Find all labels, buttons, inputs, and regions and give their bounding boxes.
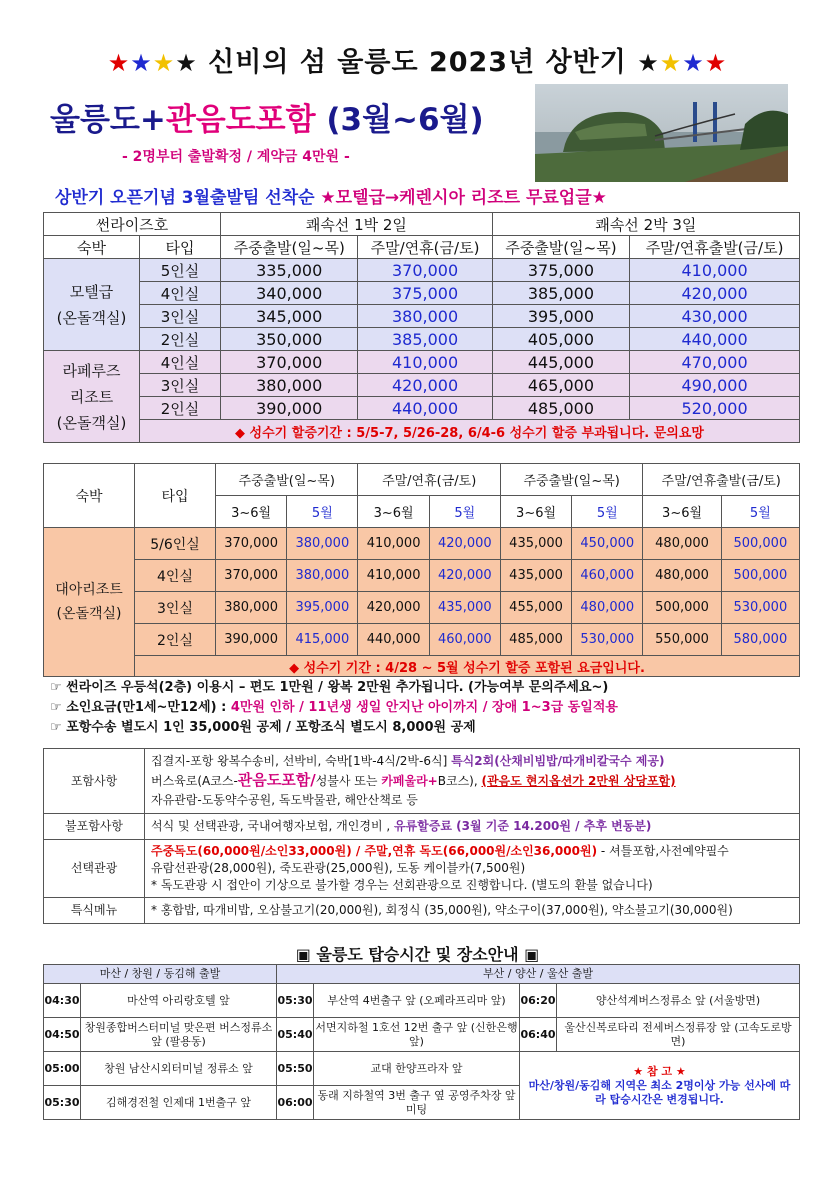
header-right: 부산 / 양산 / 울산 출발 [277, 965, 800, 984]
ulleungdo-photo [535, 84, 788, 182]
header-2n3d: 쾌속선 2박 3일 [492, 213, 799, 236]
col-stay: 숙박 [44, 236, 140, 259]
group-laperouse: 라페루즈 리조트 (온돌객실) [44, 351, 140, 443]
price-table-2: 숙박 타입 주중출발(일~목) 주말/연휴(금/토) 주중출발(일~목) 주말/연휴출발(금/토) 3~6월 5월 3~6월 5월 3~6월 5월 3~6월 5월 대아리조트 (온돌객실) 5/6인실 370,000 380,000 410,000 420,000 435,000 450,000 480,000 500,000 4인실 370,000 380,000 410,000 420,000 435,000 460,000 480,000 500,000 3인실 380,000 395,000 420,000 435,000 455,000 480,000 500,000 530,000 2인실 390,000 415,000 440,000 460,000 485,000 530,000 550,000 580,000 ◆ 성수기 기간 : 4/28 ~ 5월 성수기 할증 포함된 요금입니다. [43, 463, 800, 677]
table-row: 4인실 340,000 375,000 385,000 420,000 [44, 282, 800, 305]
col-stay-2: 숙박 [44, 464, 135, 528]
promo-banner: 상반기 오픈기념 3월출발팀 선착순 ★모텔급→케렌시아 리조트 무료업글★ [55, 188, 607, 208]
info-table [43, 748, 800, 924]
col-weekend: 주말/연휴(금/토) [358, 236, 492, 259]
col-h3: 주중출발(일~목) [500, 464, 642, 496]
excluded-content: 석식 및 선택관광, 국내여행자보험, 개인경비 , 유류할증료 (3월 기준 14.200원 / 추후 변동분) [145, 814, 800, 840]
table-row: 3인실 380,000 395,000 420,000 435,000 455,000 480,000 500,000 530,000 [44, 592, 800, 624]
optional-content: 주중독도(60,000원/소인33,000원) / 주말,연휴 독도(66,000원/소인36,000원) - 셔틀포함,사전예약필수 유람선관광(28,000원), 죽도관광(25,000원), 도동 케이블카(7,500원) * 독도관광 시 접안이 기상으로 불가할 경우는 선회관광으로 진행합니다. (별도의 환불 없습니다) [145, 840, 800, 898]
label-optional: 선택관광 [44, 840, 145, 898]
table-row: 05:00 창원 남산시외터미널 정류소 앞 05:50 교대 한양프라자 앞 ★ 참 고 ★ 마산/창원/동김해 지역은 최소 2명이상 가능 선사에 따라 탑승시간은 변경됩니다. [44, 1052, 800, 1086]
label-excluded: 불포함사항 [44, 814, 145, 840]
page-title: ★★★★ 신비의 섬 울릉도 2023년 상반기 ★★★★ [107, 47, 728, 78]
subtitle: 울릉도+관음도포함 (3월~6월) [50, 102, 484, 138]
table-row: 2인실 390,000 415,000 440,000 460,000 485,000 530,000 550,000 580,000 [44, 624, 800, 656]
col-weekday: 주중출발(일~목) [221, 236, 358, 259]
col-h2: 주말/연휴(금/토) [358, 464, 500, 496]
note-pohang: ☞ 포항수송 별도시 1인 35,000원 공제 / 포항조식 별도시 8,000원 공제 [50, 720, 476, 735]
note-premium-seat: ☞ 썬라이즈 우등석(2층) 이용시 – 편도 1만원 / 왕복 2만원 추가됩니다. (가능여부 문의주세요~) [50, 680, 609, 695]
peak-note-1: ◆ 성수기 할증기간 : 5/5-7, 5/26-28, 6/4-6 성수기 할증 부과됩니다. 문의요망 [140, 420, 800, 443]
label-included: 포함사항 [44, 749, 145, 814]
tagline: - 2명부터 출발확정 / 계약금 4만원 - [122, 149, 350, 165]
col-h1: 주중출발(일~목) [216, 464, 358, 496]
table-row: 대아리조트 (온돌객실) 5/6인실 370,000 380,000 410,000 420,000 435,000 450,000 480,000 500,000 [44, 528, 800, 560]
table-row: 2인실 350,000 385,000 405,000 440,000 [44, 328, 800, 351]
price-table-1 [43, 212, 800, 443]
col-weekday-2: 주중출발(일~목) [492, 236, 629, 259]
col-weekend-2: 주말/연휴출발(금/토) [630, 236, 800, 259]
table-row: 3인실 380,000 420,000 465,000 490,000 [44, 374, 800, 397]
table-row: 04:50 창원종합버스터미널 맞은편 버스정류소 앞 (팔용동) 05:40 서면지하철 1호선 12번 출구 앞 (신한은행 앞) 06:40 울산신복로타리 전세버스정류장 앞 (고속도로방면) [44, 1018, 800, 1052]
group-motel: 모텔급 (온돌객실) [44, 259, 140, 351]
table-row: 4인실 370,000 380,000 410,000 420,000 435,000 460,000 480,000 500,000 [44, 560, 800, 592]
table-row: 04:30 마산역 아리랑호텔 앞 05:30 부산역 4번출구 앞 (오페라프리마 앞) 06:20 양산석계버스정류소 앞 (서울방면) [44, 984, 800, 1018]
col-h4: 주말/연휴출발(금/토) [643, 464, 800, 496]
section-title: ▣ 울릉도 탑승시간 및 장소안내 ▣ [295, 945, 540, 964]
included-content: 집결지-포항 왕복수송비, 선박비, 숙박[1박-4식/2박-6식] 특식2회(산채비빔밥/따개비칼국수 제공) 버스육로(A코스-관음도포함/성불사 또는 카페울라+B코스), (관음도 현지옵션가 2만원 상당포함) 자유관람-도동약수공원, 독도박물관, 해안산책로 등 [145, 749, 800, 814]
header-left: 마산 / 창원 / 동김해 출발 [44, 965, 277, 984]
ship-name: 썬라이즈호 [44, 213, 221, 236]
note-child: ☞ 소인요금(만1세~만12세) : 4만원 인하 / 11년생 생일 안지난 아이까지 / 장애 1~3급 동일적용 [50, 700, 618, 715]
peak-note-2: ◆ 성수기 기간 : 4/28 ~ 5월 성수기 할증 포함된 요금입니다. [135, 656, 800, 677]
table-row: 2인실 390,000 440,000 485,000 520,000 [44, 397, 800, 420]
notes [50, 678, 618, 738]
col-type: 타입 [140, 236, 221, 259]
label-menu: 특식메뉴 [44, 898, 145, 924]
table-row: 라페루즈 리조트 (온돌객실) 4인실 370,000 410,000 445,000 470,000 [44, 351, 800, 374]
table-row: 3인실 345,000 380,000 395,000 430,000 [44, 305, 800, 328]
pickup-table [43, 964, 800, 1120]
reference-note: ★ 참 고 ★ 마산/창원/동김해 지역은 최소 2명이상 가능 선사에 따라 탑승시간은 변경됩니다. [520, 1052, 800, 1120]
col-type-2: 타입 [135, 464, 216, 528]
group-daea: 대아리조트 (온돌객실) [44, 528, 135, 677]
table-row: 모텔급 (온돌객실) 5인실 335,000 370,000 375,000 410,000 [44, 259, 800, 282]
menu-content: * 홍합밥, 따개비밥, 오삼불고기(20,000원), 회정식 (35,000원), 약소구이(37,000원), 약소불고기(30,000원) [145, 898, 800, 924]
header-1n2d: 쾌속선 1박 2일 [221, 213, 493, 236]
table-row: 05:30 김해경전철 인제대 1번출구 앞 06:00 동래 지하철역 3번 출구 옆 공영주차장 앞 미팅 [44, 1086, 800, 1120]
